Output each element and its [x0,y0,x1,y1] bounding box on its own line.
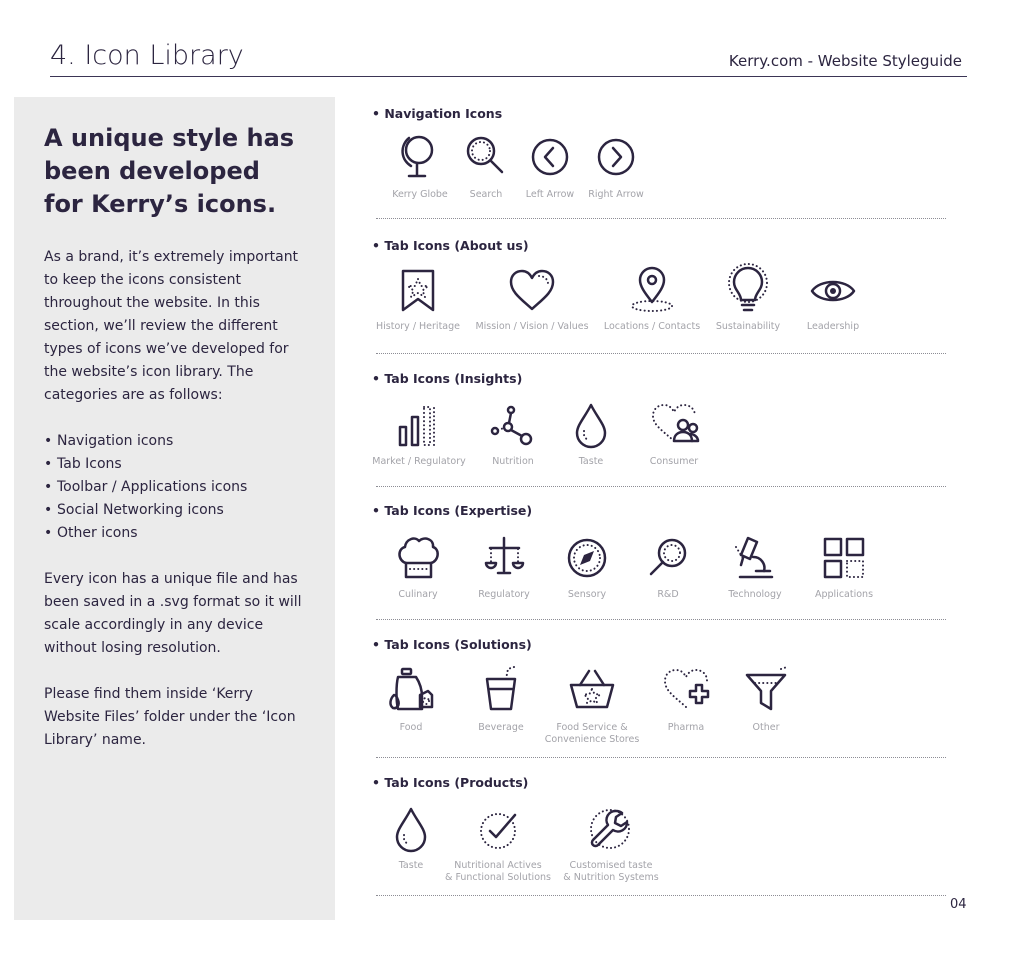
section-title: • Tab Icons (Expertise) [372,503,533,518]
lightbulb-icon [723,266,773,316]
icon-label: Customised taste & Nutrition Systems [563,860,659,883]
icon-label: Applications [814,589,874,600]
icon-label: Taste [398,860,424,871]
microscope-icon [730,533,780,583]
heart-cross-icon [661,665,711,715]
icon-label: Search [469,189,503,200]
section-title: • Tab Icons (About us) [372,238,529,253]
icon-label: Nutrition [492,456,534,467]
icon-label: Mission / Vision / Values [475,321,589,332]
icon-label: Sustainability [715,321,781,332]
sidebar-intro: As a brand, it’s extremely important to keep the icons consistent throughout the website. In this section, we’ll review the different types of icons we’ve developed for the website’s icon library. The categories are as follows: [44,249,299,403]
section-title: • Tab Icons (Products) [372,775,529,790]
wrench-icon [586,805,636,855]
icon-label: Technology [728,589,782,600]
compass-icon [562,533,612,583]
section-divider [376,486,946,487]
list-item: • Other icons [44,522,306,545]
drop-icon [386,805,436,855]
sidebar-headline: A unique style has been developed for Kerry’s icons. [44,124,295,218]
icon-label: Sensory [567,589,607,600]
eye-icon [808,266,858,316]
icon-label: Right Arrow [588,189,644,200]
heart-icon [507,266,557,316]
header-rule [50,76,967,77]
icon-label: Leadership [806,321,860,332]
drop-icon [566,401,616,451]
magnifier-icon [643,533,693,583]
icon-label: R&D [657,589,679,600]
section-title: • Tab Icons (Solutions) [372,637,532,652]
page-title: 4. Icon Library [50,40,244,71]
category-list [44,430,306,545]
list-item: • Toolbar / Applications icons [44,476,306,499]
icon-label: Culinary [398,589,438,600]
grid-icon [819,533,869,583]
list-item: • Social Networking icons [44,499,306,522]
bookmark-star-icon [393,266,443,316]
scales-icon [479,533,529,583]
icon-label: Locations / Contacts [603,321,701,332]
icon-label: Consumer [649,456,699,467]
list-item: • Tab Icons [44,453,306,476]
document-subtitle: Kerry.com - Website Styleguide [728,52,962,70]
icon-label: Food Service & Convenience Stores [544,722,640,745]
icon-label: Other [752,722,780,733]
icon-label: Food [399,722,423,733]
section-divider [376,218,946,219]
sidebar-panel [14,97,335,920]
section-divider [376,895,946,896]
icon-label: Kerry Globe [392,189,448,200]
file-location-note: Please find them inside ‘Kerry Website Files’ folder under the ‘Icon Library’ name. [44,686,296,748]
food-icon [386,665,436,715]
bar-chart-icon [394,401,444,451]
chef-hat-icon [393,533,443,583]
icon-label: Pharma [667,722,705,733]
section-title: • Tab Icons (Insights) [372,371,523,386]
icon-label: Market / Regulatory [372,456,466,467]
icon-label: Regulatory [478,589,530,600]
basket-icon [567,665,617,715]
section-divider [376,619,946,620]
location-pin-icon [627,266,677,316]
icon-label: Left Arrow [525,189,575,200]
icon-label: Taste [578,456,604,467]
icon-label: Nutritional Actives & Functional Solutions [445,860,551,883]
cup-icon [476,665,526,715]
sidebar-body [44,246,306,775]
right-arrow-icon [591,132,641,182]
funnel-icon [741,665,791,715]
section-divider [376,757,946,758]
svg-format-note: Every icon has a unique file and has been saved in a .svg format so it will scale accordingly in any device without losing resolution. [44,571,302,656]
search-icon [461,132,511,182]
check-circle-icon [473,805,523,855]
page-number: 04 [950,897,967,912]
molecule-icon [488,401,538,451]
icon-label: History / Heritage [376,321,460,332]
section-divider [376,353,946,354]
left-arrow-icon [525,132,575,182]
section-title: • Navigation Icons [372,106,503,121]
list-item: • Navigation icons [44,430,306,453]
heart-people-icon [649,401,699,451]
icon-label: Beverage [478,722,524,733]
globe-icon [395,132,445,182]
